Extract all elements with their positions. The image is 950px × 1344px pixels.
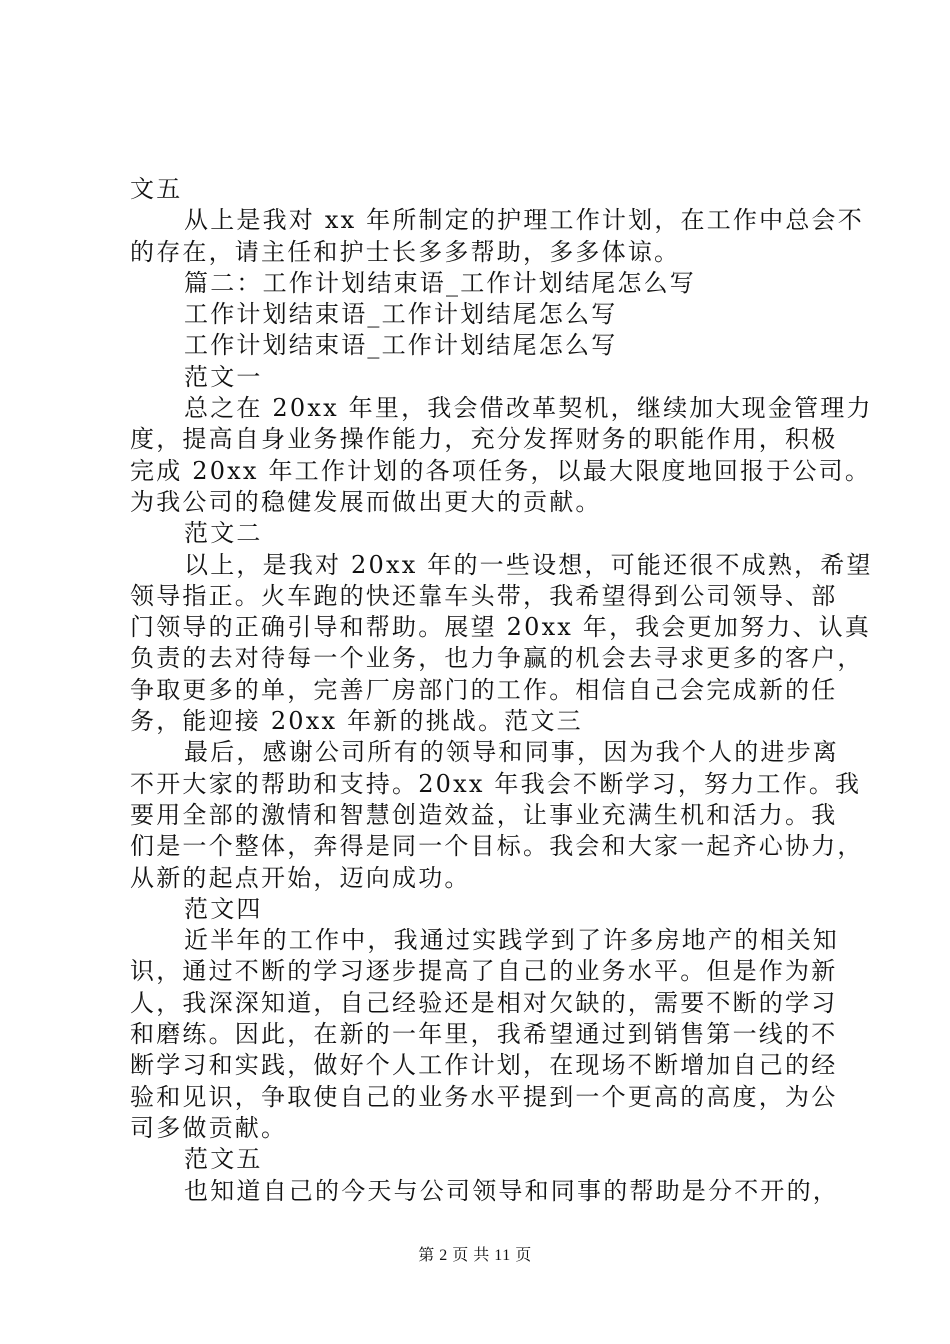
text-line: 负责的去对待每一个业务，也力争赢的机会去寻求更多的客户， [130, 644, 864, 673]
text-line: 识，通过不断的学习逐步提高了自己的业务水平。但是作为新 [130, 957, 838, 986]
text-line: 人，我深深知道，自己经验还是相对欠缺的，需要不断的学习 [130, 988, 838, 1017]
text-line: 工作计划结束语_工作计划结尾怎么写 [184, 300, 618, 329]
page-footer: 第 2 页 共 11 页 [418, 1247, 532, 1264]
text-line: 的存在，请主任和护士长多多帮助，多多体谅。 [130, 237, 681, 266]
text-line: 们是一个整体，奔得是同一个目标。我会和大家一起齐心协力， [130, 832, 864, 861]
text-line: 也知道自己的今天与公司领导和同事的帮助是分不开的， [184, 1176, 839, 1205]
text-line: 最后，感谢公司所有的领导和同事，因为我个人的进步离 [184, 738, 839, 767]
text-line: 领导指正。火车跑的快还靠车头带，我希望得到公司领导、部 [130, 581, 838, 610]
text-line: 范文五 [184, 1145, 263, 1174]
text-line: 和磨练。因此，在新的一年里，我希望通过到销售第一线的不 [130, 1020, 838, 1049]
text-line: 范文四 [184, 894, 263, 923]
text-line: 范文一 [184, 362, 263, 391]
text-line: 范文二 [184, 519, 263, 548]
text-line: 完成 20xx 年工作计划的各项任务，以最大限度地回报于公司。 [130, 456, 872, 485]
text-line: 为我公司的稳健发展而做出更大的贡献。 [130, 487, 602, 516]
text-line: 近半年的工作中，我通过实践学到了许多房地产的相关知 [184, 926, 839, 955]
text-line: 总之在 20xx 年里，我会借改革契机，继续加大现金管理力 [184, 394, 873, 423]
text-line: 要用全部的激情和智慧创造效益，让事业充满生机和活力。我 [130, 800, 838, 829]
text-line: 度，提高自身业务操作能力，充分发挥财务的职能作用，积极 [130, 425, 838, 454]
text-line: 从上是我对 xx 年所制定的护理工作计划，在工作中总会不 [184, 206, 864, 235]
text-line: 不开大家的帮助和支持。20xx 年我会不断学习，努力工作。我 [130, 769, 862, 798]
text-line: 门领导的正确引导和帮助。展望 20xx 年，我会更加努力、认真 [130, 613, 872, 642]
text-line: 从新的起点开始，迈向成功。 [130, 863, 471, 892]
text-line: 篇二：工作计划结束语_工作计划结尾怎么写 [184, 268, 696, 297]
text-line: 争取更多的单，完善厂房部门的工作。相信自己会完成新的任 [130, 675, 838, 704]
text-line: 以上，是我对 20xx 年的一些设想，可能还很不成熟，希望 [184, 550, 873, 579]
text-line: 工作计划结束语_工作计划结尾怎么写 [184, 331, 618, 360]
document-body [130, 174, 873, 1207]
text-line: 验和见识，争取使自己的业务水平提到一个更高的高度，为公 [130, 1082, 838, 1111]
text-line: 断学习和实践，做好个人工作计划，在现场不断增加自己的经 [130, 1051, 838, 1080]
text-line: 司多做贡献。 [130, 1113, 288, 1142]
text-line: 务，能迎接 20xx 年新的挑战。范文三 [130, 707, 583, 736]
text-line: 文五 [130, 175, 183, 203]
